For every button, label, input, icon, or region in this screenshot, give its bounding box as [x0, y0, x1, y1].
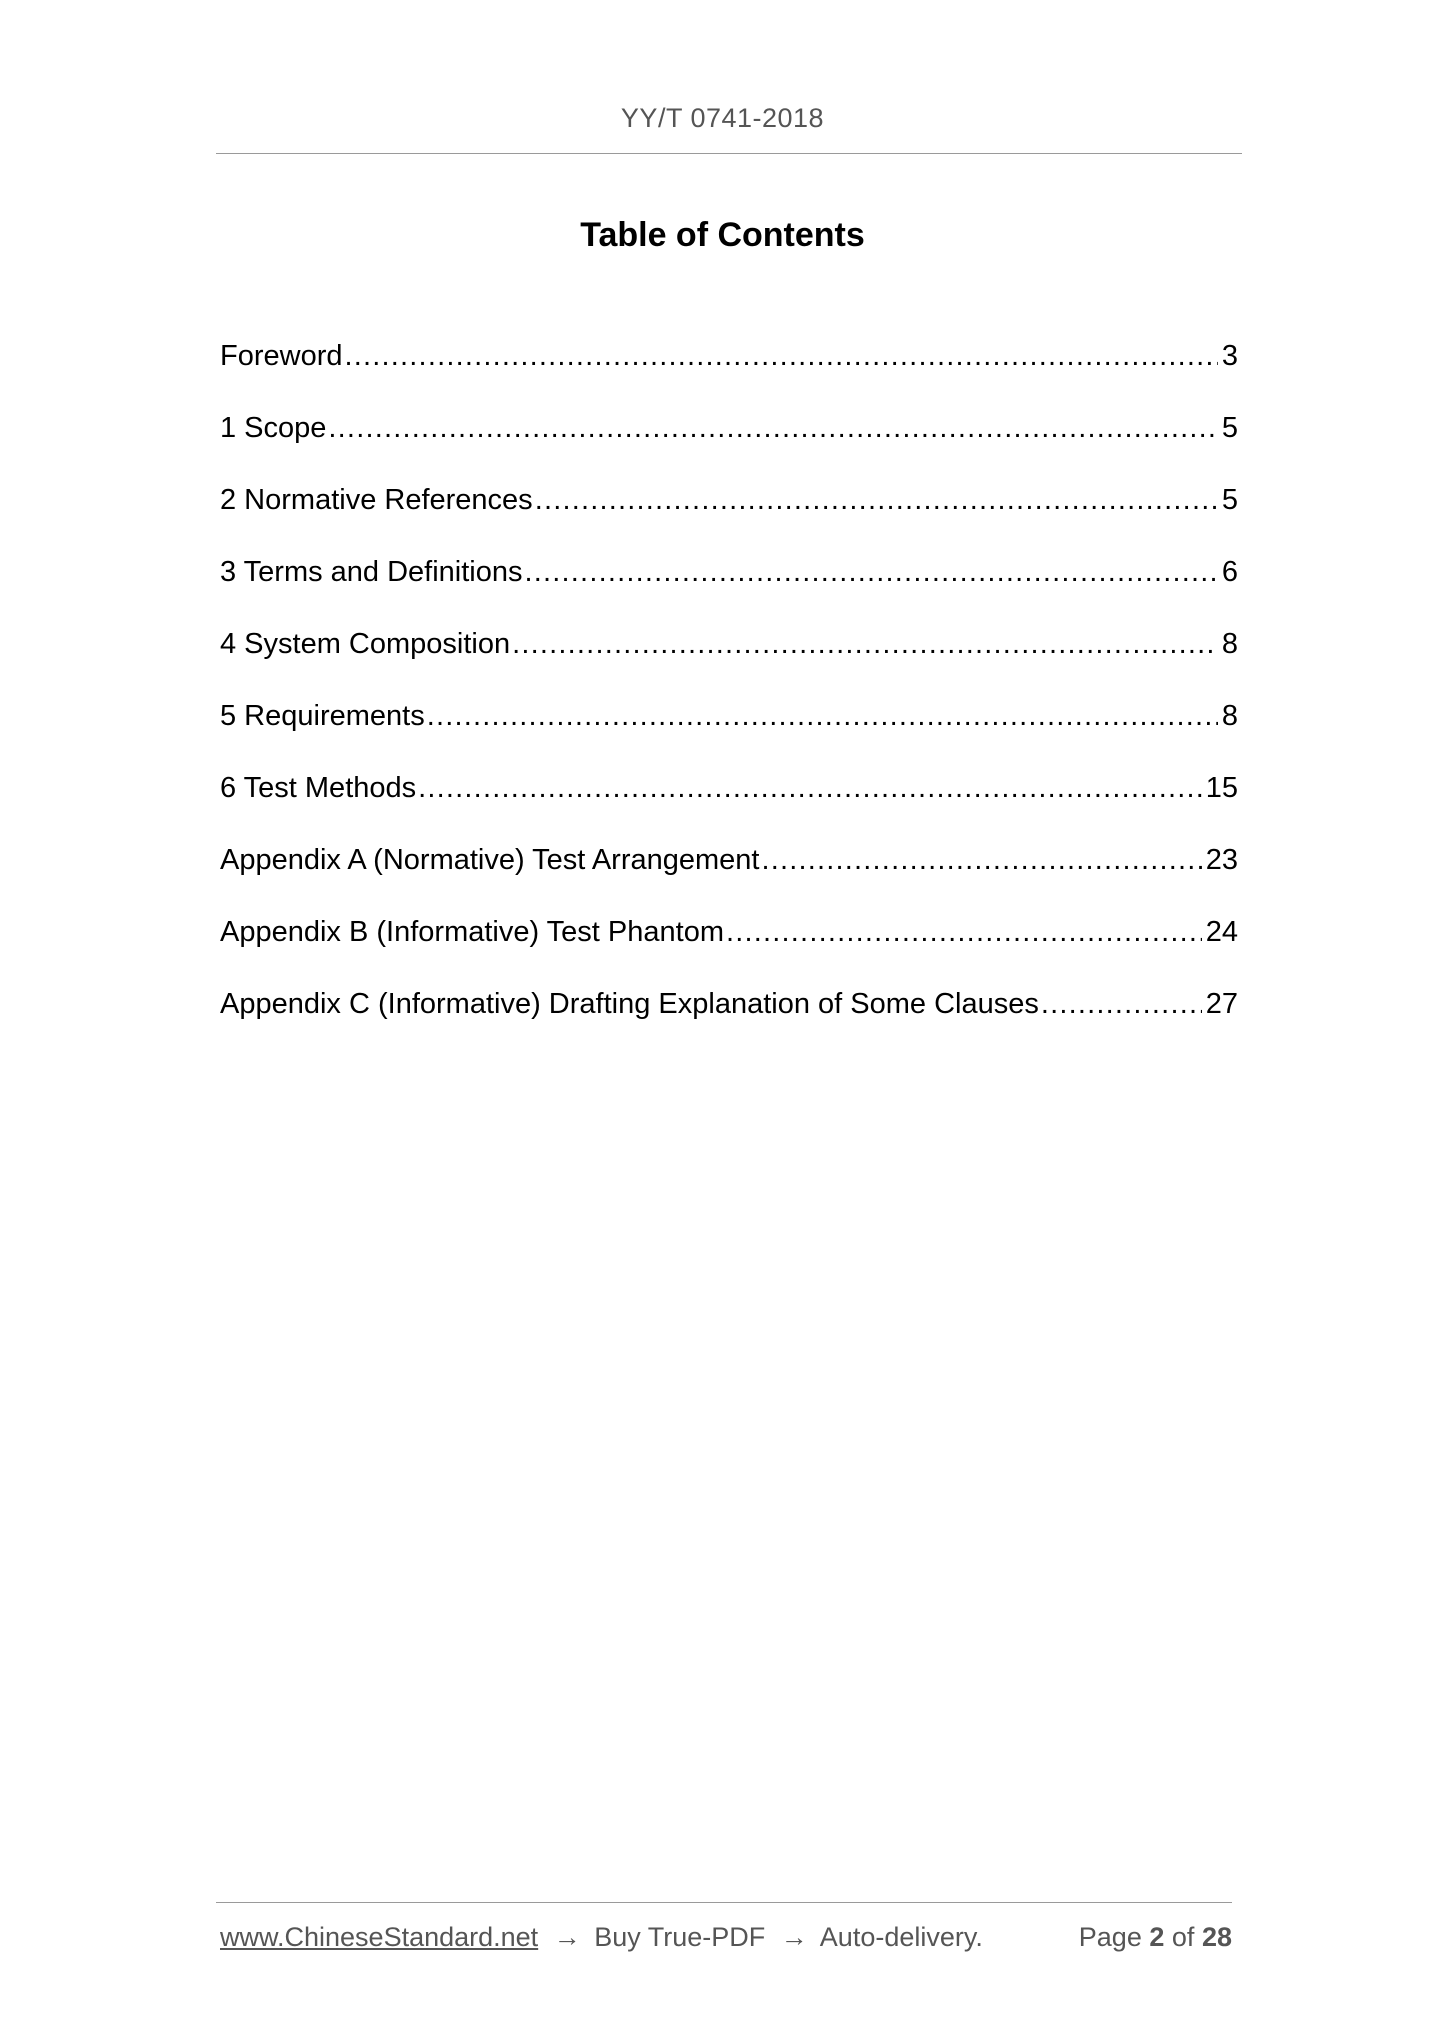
total-page-count: 28	[1201, 1922, 1232, 1952]
toc-entry-page: 5	[1221, 412, 1238, 444]
toc-entry-label: 3 Terms and Definitions	[220, 556, 523, 588]
toc-entry-label: Appendix A (Normative) Test Arrangement	[220, 844, 760, 876]
toc-list	[220, 332, 1238, 1052]
footer-divider	[216, 1902, 1232, 1903]
toc-dot-leader	[726, 908, 1202, 956]
toc-entry-label: 6 Test Methods	[220, 772, 417, 804]
toc-dot-leader	[328, 404, 1217, 452]
toc-entry-page: 24	[1205, 916, 1238, 948]
toc-entry-page: 6	[1221, 556, 1238, 588]
arrow-right-icon: →	[553, 1922, 581, 1952]
toc-dot-leader	[512, 620, 1218, 668]
toc-entry-label: 4 System Composition	[220, 628, 511, 660]
toc-entry-label: 5 Requirements	[220, 700, 425, 732]
auto-delivery-text: Auto-delivery.	[819, 1922, 983, 1952]
toc-dot-leader	[1041, 980, 1202, 1028]
toc-entry-appendix-a[interactable]	[220, 836, 1238, 908]
page-word: Page	[1078, 1922, 1142, 1952]
toc-dot-leader	[535, 476, 1218, 524]
toc-entry-page: 15	[1205, 772, 1238, 804]
toc-entry-page: 23	[1205, 844, 1238, 876]
toc-entry-page: 8	[1221, 700, 1238, 732]
toc-entry-page: 3	[1221, 340, 1238, 372]
toc-dot-leader	[418, 764, 1202, 812]
toc-entry-page: 27	[1205, 988, 1238, 1020]
toc-entry-foreword[interactable]	[220, 332, 1238, 404]
toc-entry-appendix-b[interactable]	[220, 908, 1238, 980]
toc-entry-page: 5	[1221, 484, 1238, 516]
document-code: YY/T 0741-2018	[620, 103, 825, 133]
toc-entry-label: Appendix C (Informative) Drafting Explanation of Some Clauses	[220, 988, 1039, 1020]
buy-true-pdf-text: Buy True-PDF	[594, 1922, 766, 1952]
arrow-right-icon: →	[780, 1922, 808, 1952]
toc-entry-label: 1 Scope	[220, 412, 327, 444]
toc-dot-leader	[525, 548, 1218, 596]
toc-dot-leader	[761, 836, 1201, 884]
toc-entry-appendix-c[interactable]	[220, 980, 1238, 1052]
toc-dot-leader	[345, 332, 1218, 380]
toc-entry-page: 8	[1221, 628, 1238, 660]
toc-entry-scope[interactable]	[220, 404, 1238, 476]
toc-entry-label: Foreword	[220, 340, 343, 372]
footer-promo	[220, 1922, 983, 1953]
of-word: of	[1171, 1922, 1195, 1952]
toc-title: Table of Contents	[580, 216, 865, 254]
toc-entry-label: 2 Normative References	[220, 484, 533, 516]
toc-entry-test-methods[interactable]	[220, 764, 1238, 836]
toc-entry-label: Appendix B (Informative) Test Phantom	[220, 916, 724, 948]
toc-entry-terms-and-definitions[interactable]	[220, 548, 1238, 620]
toc-dot-leader	[427, 692, 1218, 740]
toc-entry-requirements[interactable]	[220, 692, 1238, 764]
toc-entry-normative-references[interactable]	[220, 476, 1238, 548]
current-page-number: 2	[1149, 1922, 1165, 1952]
header-divider	[216, 153, 1242, 154]
page-indicator	[1079, 1922, 1232, 1953]
toc-entry-system-composition[interactable]	[220, 620, 1238, 692]
site-link[interactable]: www.ChineseStandard.net	[220, 1922, 539, 1952]
